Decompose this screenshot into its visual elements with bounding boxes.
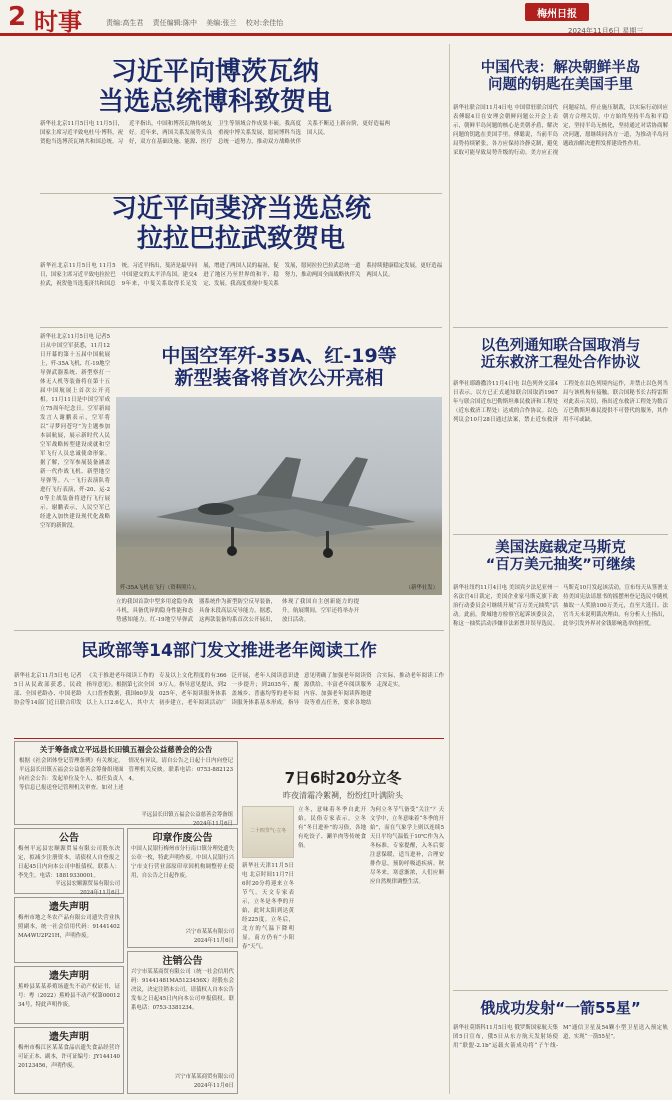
article-jet-body-left: 新华社北京11月5日电 记者5日从中国空军获悉，11月12日开幕的第十五届中国航展上，歼-35A飞机、红-19地空导弹武器系统、新型察打一体无人机等装备将在第十五届中国航展上首次公开亮相。11月11日是中国空军成立75周年纪念日。空军新闻发言人谢鹏表示，空军将以“寻梦问苍穹”为主题参加本届航展，展示新时代人民空军战略转型建设成就和空军飞行人员忠诚使命形象。据了解，空军参展装备涵盖新一代作战飞机、新型地空导弹等。八一飞行表演队将进行飞行表演，歼-20、运-20等主战装备将进行飞行展示。谢鹏表示，人民空军已经进入加快建设现代化战略空军的新阶段。 [40, 334, 110, 529]
notice-box-date: 2024年11月6日 [192, 821, 233, 827]
solar-term-image [242, 806, 294, 858]
article-elderly-reading-body: 新华社北京11月5日电 记者5日从民政部获悉，民政部、全国老龄办、中国老龄协会等14部门近日联合印发《关于推进老年阅读工作的指导意见》。根据第七次全国人口普查数据，我国60岁及以上人口2.6亿人，其中大专及以上文化程度的有3669万人。指导意见提出，到2025年，老年阅读服务体系初步建立，老年阅读活动广泛开展，老年人阅读意识进一步提升；到2035年，覆盖城乡、普惠均等的老年阅读服务体系基本形成。指导意见明确了加强老年阅读资源供给、丰富老年阅读服务内容、加强老年阅读阵地建设等重点任务，要求各地结合实际，推动老年阅读工作走深走实。 [14, 673, 444, 706]
divider [14, 630, 444, 631]
editor-credits: 责编:高生君 责任编辑:陈中 美编:张兰 校对:余佳怡 [106, 19, 284, 27]
article-israel-body: 新华社耶路撒冷11月4日电 以色列外交部4日表示，以方已正式通知联合国取消1967年与联合国近东巴勒斯坦难民救济和工程处（近东救济工程处）达成的合作协议。以色列议会10月28日通过法案，禁止近东救济工程处在以色列境内运作，并禁止以色列当局与该机构有接触。联合国秘书长古特雷斯对此表示关切，指出近东救济工程处为数百万巴勒斯坦难民提供不可替代的服务，其作用不可或缺。 [453, 381, 668, 423]
page-number: 2 [8, 2, 27, 32]
ad-title: 印章作废公告 [152, 833, 213, 844]
solar-term-subtitle: 昨夜清霜冷絮裯，纷纷红叶满阶头 [283, 791, 403, 800]
headline-elderly-reading: 民政部等14部门发文推进老年阅读工作 [81, 641, 377, 661]
jet-photo [116, 397, 442, 595]
jet-aircraft-icon [116, 397, 442, 595]
ad-title: 注销公告 [162, 956, 203, 967]
headline-china-rep: 中国代表：解决朝鲜半岛 问题的钥匙在美国手里 [480, 60, 641, 93]
article-rocket-body: 新华社莫斯科11月5日电 俄罗斯国家航天集团5日宣布，俄5日从东方航天发射场使用“联盟-2.1b”运载火箭成功将“子午线-M”通信卫星及54颗小型卫星送入预定轨道，实现“一箭55星”。 [453, 1025, 668, 1049]
article-china-rep-body: 新华社联合国11月4日电 中国常驻联合国代表傅聪4日在安理会朝鲜问题公开会上表示，朝鲜半岛问题的核心是美朝矛盾，解决问题的钥匙在美国手里。傅聪说，当前半岛局势持续紧张，各方应保持冷静克制，避免采取可能导致局势升级的行动。美方应正视问题症结，停止施压制裁，以实际行动回应朝方合理关切。中方始终坚持半岛和平稳定，坚持半岛无核化，坚持通过对话协商解决问题，愿继续同各方一道，为推动半岛问题政治解决进程发挥建设性作用。 [453, 105, 668, 156]
solar-term-body-left: 新华社天津11月5日电 北京时间11月7日6时20分将迎来立冬节气。天文专家表示，立冬是冬季的开始，此时太阳到达黄经225度。立冬后，北方的气温下降明显，南方仍有“小阳春”天气。 [242, 863, 294, 950]
headline-rocket: 俄成功发射“一箭55星” [480, 999, 641, 1017]
ad-lost-notice-1 [14, 897, 124, 963]
issue-date: 2024年11月6日 星期三 [568, 27, 644, 35]
article-botswana-body: 新华社北京11月5日电 11月5日，国家主席习近平致电杜马·博科，祝贺他当选博茨瓦纳共和国总统。习近平指出，中国和博茨瓦纳传统友好。近年来，两国关系发展势头良好，双方在基础设施、能源、医疗卫生等领域合作成果丰硕。我高度重视中博关系发展，愿同博科当选总统一道努力，推动双方战略伙伴关系不断迈上新台阶，更好造福两国人民。 [40, 121, 390, 145]
ad-date: 2024年11月6日 [79, 890, 120, 896]
headline-fiji: 习近平向斐济当选总统 拉拉巴拉武致贺电 [110, 194, 371, 254]
ad-body: 梅州平远县宏顺源贸易有限公司股东决定，拟减少注册资本，请债权人自登报之日起45日内向本公司申报债权。联系人：李先生，电话：18819330001。 [18, 846, 120, 879]
article-fiji-body: 新华社北京11月5日电 11月5日，国家主席习近平致电拉拉巴拉武，祝贺他当选斐济共和国总统。习近平指出，斐济是最早同中国建交的太平洋岛国。建交49年来，中斐关系取得长足发展，增进了两国人民的福祉，促进了地区乃至世界的和平、稳定、发展。我高度重视中斐关系发展，愿同拉拉巴拉武总统一道努力，推动两国全面战略伙伴关系持续健康稳定发展，更好造福两国人民。 [40, 263, 442, 287]
ad-sign: 兴宁市某某有限公司 [185, 929, 234, 935]
article-musk-body: 新华社纽约11月4日电 美国宾夕法尼亚州一名法官4日裁定，美国企业家马斯克旗下政治行动委员会可继续开展“百万美元抽奖”活动。此前，费城地方检察官起诉该委员会，称这一抽奖活动涉嫌非法彩票并误导选民。马斯克10月发起该活动，宣布每天从签署支持美国宪法请愿书的摇摆州登记选民中随机抽取一人奖励100万美元，直至大选日。法官当天未说明裁决理由。有分析人士指出，此举引发外界对金钱影响选举的担忧。 [453, 585, 668, 627]
ad-body: 中国人民银行梅州市分行南口镇分理处遗失公章一枚，特此声明作废。中国人民银行兴宁市支行营业部原印章因机构调整停止使用，自公告之日起作废。 [131, 846, 234, 879]
notice-box-title: 关于筹备成立平远县长田镇五福会公益慈善会的公告 [39, 745, 213, 754]
ad-title: 遗失声明 [49, 971, 89, 982]
column-divider [449, 44, 450, 1094]
ad-date: 2024年11月6日 [193, 1083, 234, 1089]
ad-sign: 兴宁市某某商贸有限公司 [174, 1074, 234, 1080]
ad-lost-notice-2 [14, 966, 124, 1024]
divider [40, 327, 442, 328]
divider [453, 534, 668, 535]
article-jet-body-bottom: 立的我国首款中型多用途隐身战斗机，具备优异的隐身性能和态势感知能力。红-19地空导弹武器系统作为新型防空反导装备，具备末段高层反导能力。据悉，这两款装备均系首次公开展出，体现了我国自主创新能力的提升。航展期间，空军还将举办开放日活动。 [116, 599, 359, 623]
ad-date: 2024年11月6日 [193, 938, 234, 944]
headline-botswana: 习近平向博茨瓦纳 当选总统博科致贺电 [97, 57, 332, 117]
ad-title: 遗失声明 [49, 1032, 89, 1043]
divider [453, 990, 668, 991]
headline-musk: 美国法庭裁定马斯克 “百万美元抽奖”可继续 [485, 540, 636, 573]
headline-israel: 以色列通知联合国取消与 近东救济工程处合作协议 [480, 338, 641, 371]
ad-sign: 平远县宏顺源贸易有限公司 [55, 881, 120, 887]
jet-photo-credit: （新华社发） [405, 585, 438, 591]
ad-title: 遗失声明 [49, 902, 89, 913]
section-title: 时事 [34, 8, 82, 36]
ad-announcement [14, 828, 124, 894]
ad-body: 梅州市梅江区某某食品店遗失食品经营许可证正本、副本，许可证编号：JY14414020123456，声明作废。 [18, 1045, 120, 1069]
solar-term-body-mid: 立冬，意味着冬季自此开始。民俗专家表示，立冬有“冬日进补”的习俗，各地有吃饺子、涮羊肉等传统食俗。 [298, 807, 366, 849]
headline-jet: 中国空军歼-35A、红-19等 新型装备将首次公开亮相 [161, 345, 397, 389]
newspaper-logo: 梅州日报 [525, 3, 589, 21]
ad-title: 公告 [59, 833, 79, 844]
ad-seal-void [127, 828, 238, 948]
notice-box-body: 根据《社会团体登记管理条例》有关规定，平远县长田镇五福会公益慈善会筹备组现面向社会公告：发起单位及个人、拟任负责人等信息已报送登记管理机关审查。如对上述情况有异议，请自公告之日起十日内向登记管理机关反映。联系电话：0753-8821234。 [19, 758, 233, 791]
ad-lost-notice-3 [14, 1027, 124, 1094]
ad-deregistration [127, 951, 238, 1094]
jet-photo-caption: 歼-35A飞机在飞行（资料照片）。 [120, 585, 200, 591]
solar-term-body-right: 为何立冬节气备受“关注”？天文学中，立冬意味着“冬季的开始”，而在气象学上则以连续5天日平均气温低于10℃作为入冬标准。专家提醒，入冬后要注意保暖，适当进补，合理安排作息，预防呼吸道疾病。秋尽冬来，寒意渐浓，人们应顺应自然规律调整生活。 [370, 807, 444, 885]
ad-body: 兴宁市某某商贸有限公司（统一社会信用代码：91441481MA5123456X）经股东会决议，决定注销本公司。请债权人自本公告发布之日起45日内向本公司申报债权。联系电话：0753-3381234。 [131, 969, 234, 1011]
notice-box [14, 741, 238, 825]
divider [14, 738, 444, 739]
headline-solar-term: 7日6时20分立冬 [284, 769, 402, 787]
divider [453, 327, 668, 328]
notice-box-sign: 平远县长田镇五福会公益慈善会筹备组 [141, 812, 233, 818]
ad-body: 蕉岭县某某养殖场遗失不动产权证书，证号：粤（2022）蕉岭县不动产权第0001234号，特此声明作废。 [18, 984, 120, 1008]
solar-term-image-label: 二十四节气·立冬 [249, 828, 287, 834]
ad-body: 梅州市地之冬农产品有限公司遗失营业执照副本，统一社会信用代码：91441402MA4WU2P21H，声明作废。 [18, 915, 120, 939]
